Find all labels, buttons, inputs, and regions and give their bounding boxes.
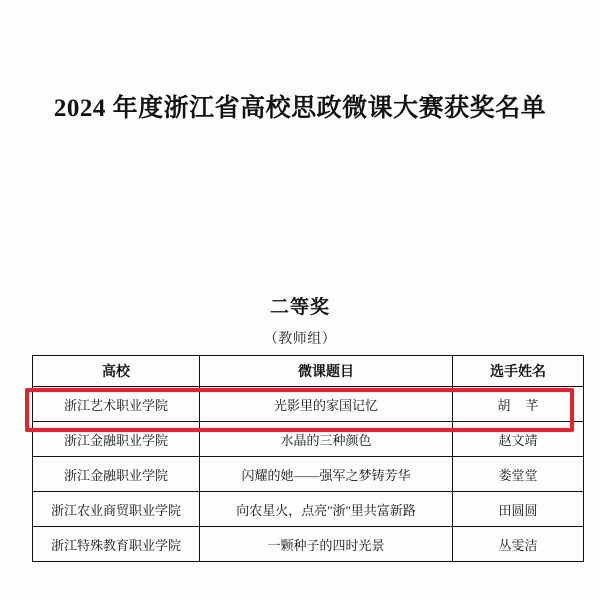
award-table	[32, 355, 584, 562]
table-row	[33, 527, 584, 562]
table-row	[33, 457, 584, 492]
cell-course-title: 闪耀的她——强军之梦铸芳华	[200, 457, 453, 492]
page-title: 2024 年度浙江省高校思政微课大赛获奖名单	[53, 95, 547, 122]
cell-school: 浙江农业商贸职业学院	[33, 492, 200, 527]
cell-course-title: 一颗种子的四时光景	[200, 527, 453, 562]
table-row	[33, 422, 584, 457]
cell-course-title: 水晶的三种颜色	[200, 422, 453, 457]
cell-school: 浙江金融职业学院	[33, 422, 200, 457]
column-header-school: 高校	[33, 356, 200, 387]
table-row	[33, 492, 584, 527]
column-header-course-title: 微课题目	[200, 356, 453, 387]
award-level-heading: 二等奖	[269, 297, 330, 318]
table-row	[33, 387, 584, 422]
table-header	[33, 356, 584, 387]
group-label: （教师组）	[263, 332, 337, 347]
cell-course-title: 光影里的家国记忆	[200, 387, 453, 422]
cell-school: 浙江特殊教育职业学院	[33, 527, 200, 562]
award-table-container	[32, 355, 568, 562]
table-body	[33, 387, 584, 562]
cell-contestant: 胡 芊	[453, 387, 584, 422]
cell-course-title: 向农星火，点亮"浙"里共富新路	[200, 492, 453, 527]
cell-contestant: 丛雯洁	[453, 527, 584, 562]
cell-school: 浙江金融职业学院	[33, 457, 200, 492]
cell-school: 浙江艺术职业学院	[33, 387, 200, 422]
cell-contestant: 娄堂堂	[453, 457, 584, 492]
cell-contestant: 赵文靖	[453, 422, 584, 457]
cell-contestant: 田圆圆	[453, 492, 584, 527]
column-header-contestant: 选手姓名	[453, 356, 584, 387]
table-header-row	[33, 356, 584, 387]
